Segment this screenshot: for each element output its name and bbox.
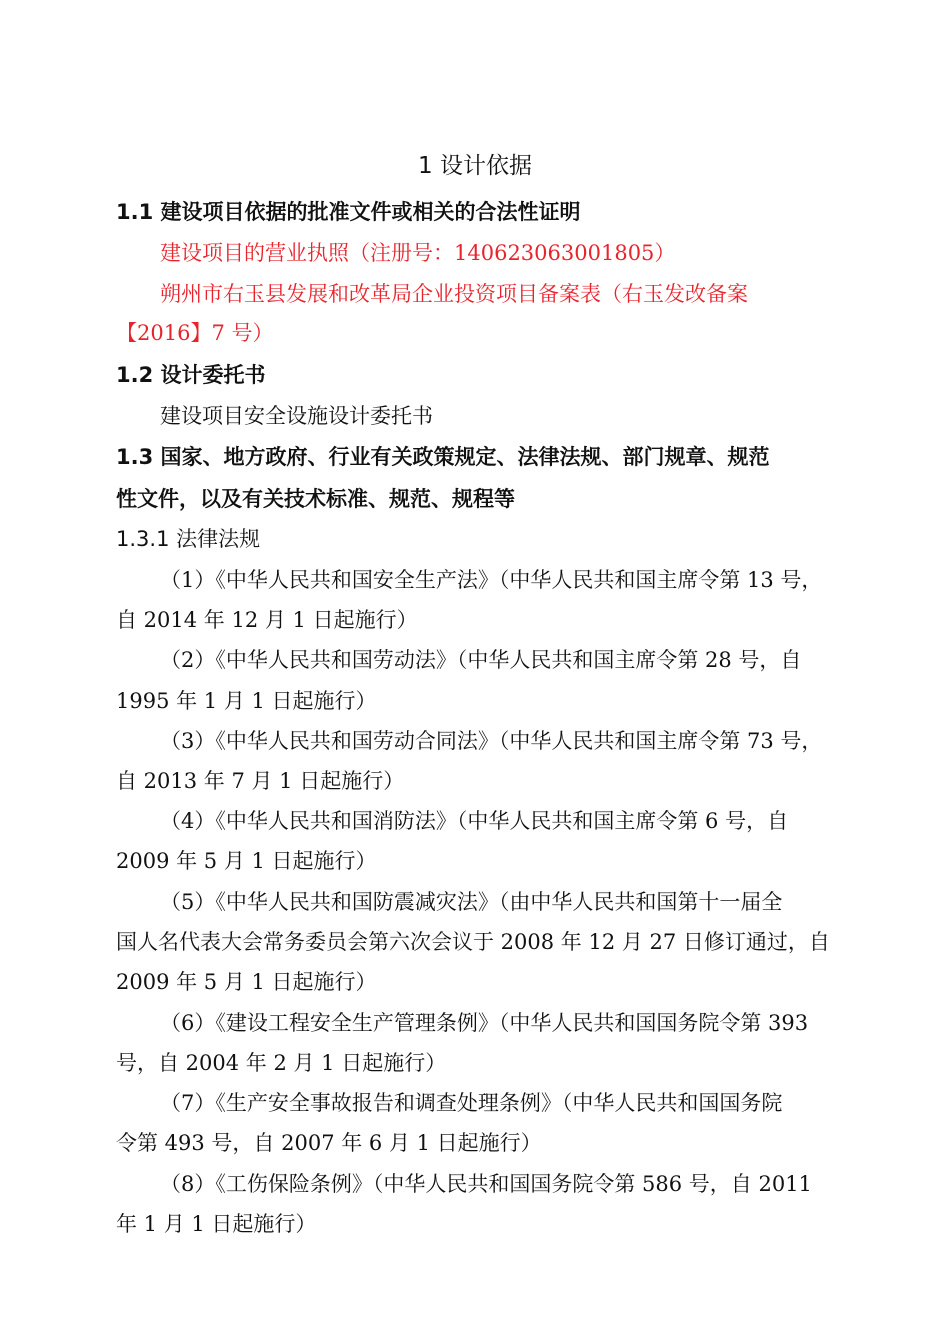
- commission-letter-item: 建设项目安全设施设计委托书: [160, 404, 433, 428]
- law-item-2-line1: （2）《中华人民共和国劳动法》（中华人民共和国主席令第 28 号，自: [160, 648, 802, 672]
- law-item-2-line2: 1995 年 1 月 1 日起施行）: [116, 689, 377, 713]
- law-item-4-line1: （4）《中华人民共和国消防法》（中华人民共和国主席令第 6 号，自: [160, 809, 789, 833]
- subsection-1-3-1-heading: 1.3.1 法律法规: [116, 527, 261, 551]
- section-1-3-heading-line1: 1.3 国家、地方政府、行业有关政策规定、法律法规、部门规章、规范: [116, 445, 770, 469]
- business-license-item: 建设项目的营业执照（注册号：140623063001805）: [160, 241, 676, 265]
- law-item-7-line1: （7）《生产安全事故报告和调查处理条例》（中华人民共和国国务院: [160, 1091, 783, 1115]
- law-item-5-line3: 2009 年 5 月 1 日起施行）: [116, 970, 377, 994]
- law-item-3-line2: 自 2013 年 7 月 1 日起施行）: [116, 769, 405, 793]
- filing-form-item-line1: 朔州市右玉县发展和改革局企业投资项目备案表（右玉发改备案: [160, 282, 748, 306]
- law-item-8-line1: （8）《工伤保险条例》（中华人民共和国国务院令第 586 号，自 2011: [160, 1172, 812, 1196]
- law-item-6-line2: 号，自 2004 年 2 月 1 日起施行）: [116, 1051, 447, 1075]
- law-item-5-line1: （5）《中华人民共和国防震减灾法》（由中华人民共和国第十一届全: [160, 890, 783, 914]
- section-1-1-heading: 1.1 建设项目依据的批准文件或相关的合法性证明: [116, 200, 581, 224]
- law-item-4-line2: 2009 年 5 月 1 日起施行）: [116, 849, 377, 873]
- law-item-1-line2: 自 2014 年 12 月 1 日起施行）: [116, 608, 418, 632]
- filing-form-item-line2: 【2016】7 号）: [116, 321, 274, 345]
- section-1-3-heading-line2: 性文件，以及有关技术标准、规范、规程等: [116, 487, 515, 511]
- law-item-8-line2: 年 1 月 1 日起施行）: [116, 1212, 317, 1236]
- law-item-1-line1: （1）《中华人民共和国安全生产法》（中华人民共和国主席令第 13 号，: [160, 568, 823, 592]
- law-item-3-line1: （3）《中华人民共和国劳动合同法》（中华人民共和国主席令第 73 号，: [160, 729, 823, 753]
- law-item-6-line1: （6）《建设工程安全生产管理条例》（中华人民共和国国务院令第 393: [160, 1011, 809, 1035]
- law-item-5-line2: 国人名代表大会常务委员会第六次会议于 2008 年 12 月 27 日修订通过，自: [116, 930, 830, 954]
- section-1-2-heading: 1.2 设计委托书: [116, 363, 266, 387]
- page-title: 1 设计依据: [418, 153, 532, 179]
- law-item-7-line2: 令第 493 号，自 2007 年 6 月 1 日起施行）: [116, 1131, 542, 1155]
